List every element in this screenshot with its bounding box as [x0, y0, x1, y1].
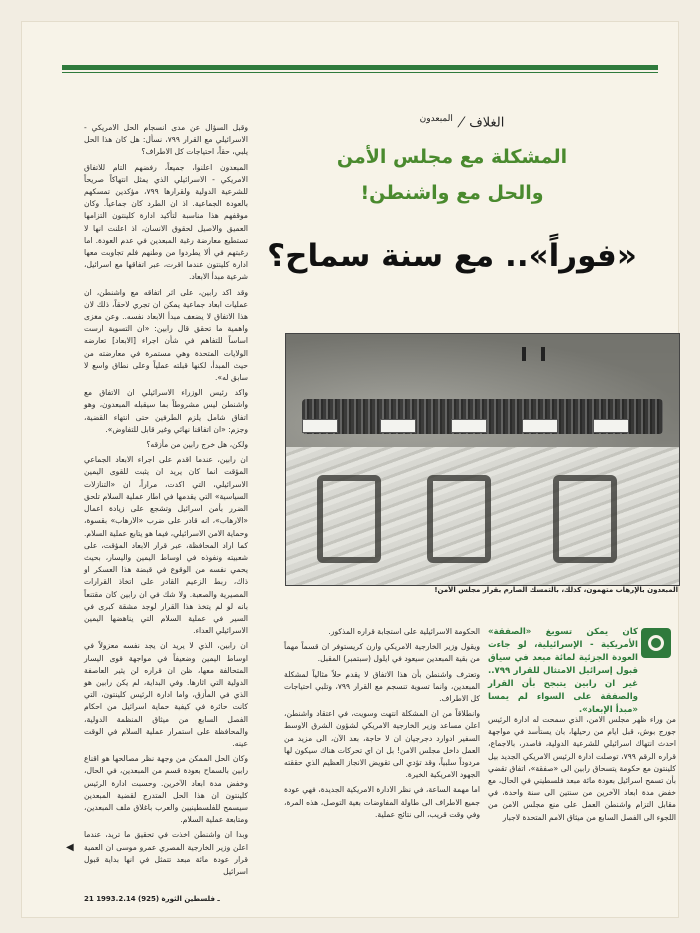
paragraph: ان رابين، عندما اقدم على اجراء الابعاد الجماعي المؤقت انما كان يريد ان يثبت للقوى اليمين الاسرائيلي، التي اكدت، مراراً، ان «التنازلات السياسية» التي يقدمها في اطار عملية السلام تلحق الضرر بأمن اسرائيل وتشجع على زيادة اعمال «الارهاب»، انه قادر على ضرب «الارهاب» بقسوة، وحماية الامن الاسرائيلي، فيما هو يتابع عملية السلام. كما اراد المحافظة، عبر قرار الابعاد المؤقت، على شعبيته ونفوذه في اوساط اليمين واليسار، بحيث يحمي نفسه من الوقوع في قبضة هذا العسكر او ذاك، ربط الزعيم القادر على اتخاذ القرارات المصيرية والصعبة. ولا شك في ان رابين كان مقتنعاً بانه لو لم يتخذ هذا القرار لوجد مشقة كبرى في السير في عملية السلام التي يناهضها اليمين الاسرائيلي العداء.: [84, 455, 248, 636]
photo-ground-figure: [553, 475, 617, 563]
paragraph: وقبل السؤال عن مدى انسجام الحل الامريكي - الاسرائيلي مع القرار ٧٩٩، نسأل: هل كان هذا الحل يلبي، حقاً، احتياجات كل الاطراف؟: [84, 123, 248, 157]
paragraph: وبدا ان واشنطن اخذت في تحقيق ما تريد، عندما اعلن وزير الخارجية المصري عمرو موسى ان العمية قرار عودة مائة مبعد تتمثل في انها بداية قبول اسرائيل: [84, 830, 248, 876]
paragraph: وقد اكد رابين، على اثر اتفاقه مع واشنطن، ان عمليات ابعاد جماعية يمكن ان تجري لاحقاً، ذلك لان هذا الاتفاق لا يضعف مبدأ الابعاد نفسه.. وعن مغزى واهمية ما تحقق قال رابين: «ان التسوية ارست اساساً للتفاهم في شأن اجراء [الابعاد] تعارضه الولايات المتحدة وهي مستمرة في معارضته من حيث المبدأ، لكنها قبلته عملياً وعلى نطاق واسع لا سابق له».: [84, 287, 248, 383]
photo-person: [522, 347, 526, 361]
section-tag: [402, 114, 522, 142]
photo-banner: [593, 419, 629, 433]
paragraph: ويقول وزير الخارجية الامريكي وارن كريستوفر ان قسماً مهماً من بقية المبعدين سيعود في ايلول (سبتمبر) المقبل.: [284, 642, 480, 664]
photo-banner: [380, 419, 416, 433]
top-rule-thin: [62, 72, 658, 73]
photo-person: [541, 347, 545, 361]
photo-ground-figure: [317, 475, 381, 563]
separator-slash: /: [456, 115, 466, 131]
headline-line-2: والحل مع واشنطن!: [360, 182, 544, 204]
photo-banner: [302, 419, 338, 433]
magazine-logo: [641, 628, 671, 658]
paragraph: ولكن، هل خرج رابين من مأزقه؟: [146, 440, 248, 450]
paragraph: المبعدون اعلنوا، جميعاً، رفضهم التام للاتفاق الامريكي - الاسرائيلي الذي يمثل انتهاكاً صريحاً للشرعية الدولية ولقرارها ٧٩٩، مؤكدين تمسكهم بالعودة الجماعية. اذ ان الطرد كان جماعياً. وكان موقفهم هذا مناسبة لتأكيد ادارة كلينتون التزامها العميق والاصيل لحقوق الانسان، اذ اعلنت انها لا تستطيع معارضة رغبة المبعدين في عدم العودة. اما رغبتهم في ألا يطردوا من وطنهم فلم تجاوبت معها ادارة كلينتون عندما اقرت، عبر اتفاقها مع اسرائيل، شرعية مبدأ الابعاد.: [84, 162, 248, 282]
headline-line-1: المشكلة مع مجلس الأمن: [336, 146, 568, 168]
section-label: الغلاف: [469, 115, 505, 131]
paragraph: وكان الحل الممكن من وجهة نظر مصالحها هو اقناع رابين بالسماح بعودة قسم من المبعدين، في الحال، وخفض مدة ابعاد الآخرين. وحسبت ادارة الرئيس كلينتون ان هذا الحل المتدرج لقضية المبعدين سيسمح للفلسطينيين والعرب باغلاق ملف المبعدين، ومتابعة عملية السلام.: [84, 754, 248, 825]
news-photo: [285, 333, 680, 586]
top-rule: [62, 65, 658, 70]
article-column-left: [84, 122, 248, 876]
article-intro: كان يمكن تسويغ «الصفقة» الأمريكية - الإسرائيلية، لو جاءت العودة الجزئية لمائة مبعد في سياق قبول إسرائيل الامتثال للقرار ٧٩٩.. غير ان رابين يتبجح بأن القرار والصفقة على السواء لم يمسا «مبدأ الإبعاد».: [488, 627, 638, 715]
paragraph: الحكومة الاسرائيلية على استجابة قراره المذكور.: [328, 627, 480, 636]
photo-banner: [451, 419, 487, 433]
photo-banner: [522, 419, 558, 433]
article-column-right: [488, 714, 676, 866]
paragraph: واكد رئيس الوزراء الاسرائيلي ان الاتفاق مع واشنطن ليس مشروطاً بما سيقبله المبعدون، وهو اتفاق شامل يلزم الطرفين حتى انتهاء القضية، وجزم: «ان اتفاقنا نهائي وغير قابل للتفاوض».: [84, 388, 248, 434]
section-sublabel: المبعدون: [419, 114, 453, 124]
paragraph: اما مهمة الساعة، في نظر الادارة الامريكية الجديدة، فهي عودة جميع الاطراف الى طاولة المفاوضات بغية التوصل، هذه المرة، وفي وقت قريب، الى نتائج عملية.: [284, 785, 480, 819]
paragraph: من وراء ظهر مجلس الامن، الذي سمحت له ادارة الرئيس جورج بوش، قبل ايام من رحيلها، بان يستأسد في مواجهة احدث انتهاك اسرائيلي للشرعية الدولية، فاصدر، بالاجماع، قراره الرقم ٧٩٩، توصلت ادارة الرئيس الامريكي الجديد بيل كلينتون مع حكومة يتسحاق رابين الى «صفقة»، اتفاق تقضي بأن تسمح اسرائيل بعودة مائة مبعد فلسطيني في الحال، مع خفض مدة ابعاد الآخرين من سنتين الى سنة واحدة، في مقابل التزام واشنطن العمل على منع مجلس الامن من اللجوء الى الفصل السابع من ميثاق الامم المتحدة لاجبار: [488, 715, 676, 822]
paragraph: ان رابين، الذي لا يريد ان يجد نفسه معزولاً في اوساط اليمين وضعيفاً في مواجهة قوى اليسار المتحالفة معها، ظن ان قراره لن يثير العاصفة الدولية التي اثارها. وفي البداية، لم يكن رابين هو الذي في المأزق، واما ادارة الرئيس كلينتون، التي كانت حائرة في كيفية حماية اسرائيل من احكام الفصل السابع من ميثاق المنظمة الدولية، والمحافظة على استمرار عملية السلام في الوقت عينه.: [84, 641, 248, 748]
logo-mark-icon: [648, 635, 664, 651]
headline-main: «فوراً».. مع سنة سماح؟: [267, 238, 637, 274]
photo-caption: المبعدون بالإرهاب متهمون، كذلك، بالتمسك الصارم بقرار مجلس الأمن!: [434, 586, 678, 594]
paragraph: وانطلاقاً من ان المشكلة انتهت وسويت، في اعتقاد واشنطن، اعلن مساعد وزير الخارجية الامريكي لشؤون الشرق الاوسط السفير ادوارد دجرجيان ان لا حاجة، بعد الآن، الى مزيد من العمل داخل مجلس الامن! بل ان اي تحركات هناك سيكون لها مردوداً سلبياً، وقد تؤدي الى تقويض الانجاز العظيم الذي حققته الجهود الامريكية الخيرة.: [284, 709, 480, 780]
page-footer: 21 ـ فلسطين الثورة (925) 1993.2.14: [84, 895, 220, 903]
continue-arrow-icon: ◀: [66, 842, 74, 853]
paragraph: وتعترف واشنطن بأن هذا الاتفاق لا يقدم حلاً مثالياً لمشكلة المبعدين، وانما تسوية تنسجم مع القرار ٧٩٩، وتلبي احتياجات كل الاطراف.: [284, 669, 480, 704]
article-column-middle: [284, 626, 480, 866]
photo-ground-figure: [427, 475, 491, 563]
